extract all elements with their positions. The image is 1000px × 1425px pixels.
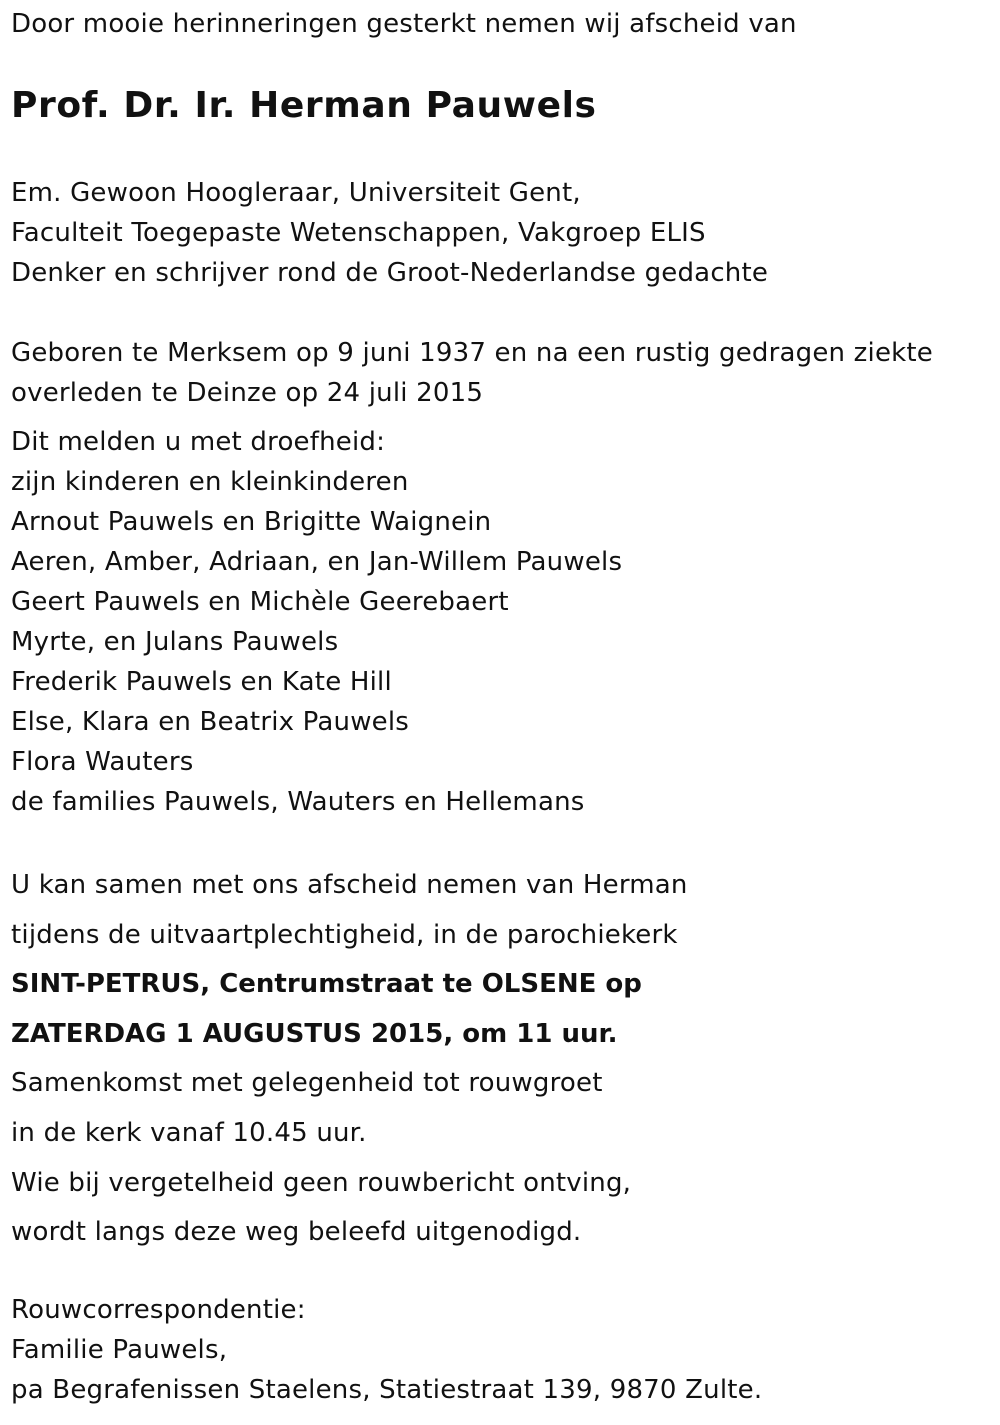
family-line: Aeren, Amber, Adriaan, en Jan-Willem Pauwels: [11, 547, 623, 577]
title-line: Denker en schrijver rond de Groot-Nederlandse gedachte: [11, 258, 769, 288]
family-line: Frederik Pauwels en Kate Hill: [11, 667, 392, 697]
family-block: [11, 422, 622, 822]
family-line: Myrte, en Julans Pauwels: [11, 627, 339, 657]
family-line: Geert Pauwels en Michèle Geerebaert: [11, 587, 509, 617]
ceremony-line: tijdens de uitvaartplechtigheid, in de parochiekerk: [11, 919, 678, 950]
ceremony-datetime: ZATERDAG 1 AUGUSTUS 2015, om 11 uur.: [11, 1018, 618, 1049]
correspondence-block: [11, 1290, 762, 1410]
birth-death-block: [11, 333, 933, 413]
family-line: Flora Wauters: [11, 747, 194, 777]
ceremony-block: [11, 861, 688, 1258]
ceremony-line: Wie bij vergetelheid geen rouwbericht ontving,: [11, 1167, 632, 1198]
ceremony-line: U kan samen met ons afscheid nemen van Herman: [11, 870, 688, 900]
correspondence-label: Rouwcorrespondentie:: [11, 1295, 306, 1325]
family-line: zijn kinderen en kleinkinderen: [11, 467, 409, 497]
deceased-name: Prof. Dr. Ir. Herman Pauwels: [11, 85, 597, 126]
ceremony-line: in de kerk vanaf 10.45 uur.: [11, 1117, 367, 1148]
family-line: de families Pauwels, Wauters en Hellemans: [11, 787, 585, 817]
announcement-line: Dit melden u met droefheid:: [11, 427, 386, 457]
ceremony-line: wordt langs deze weg beleefd uitgenodigd.: [11, 1217, 582, 1248]
birth-line: Geboren te Merksem op 9 juni 1937 en na een rustig gedragen ziekte: [11, 338, 933, 368]
family-line: Else, Klara en Beatrix Pauwels: [11, 707, 410, 737]
ceremony-location: SINT-PETRUS, Centrumstraat te OLSENE op: [11, 969, 642, 1000]
titles-block: [11, 173, 768, 293]
death-line: overleden te Deinze op 24 juli 2015: [11, 378, 484, 408]
correspondence-recipient: Familie Pauwels,: [11, 1335, 228, 1365]
ceremony-line: Samenkomst met gelegenheid tot rouwgroet: [11, 1068, 603, 1099]
family-line: Arnout Pauwels en Brigitte Waignein: [11, 507, 492, 537]
title-line: Em. Gewoon Hoogleraar, Universiteit Gent,: [11, 178, 581, 208]
intro-text: Door mooie herinneringen gesterkt nemen wij afscheid van: [11, 9, 797, 39]
title-line: Faculteit Toegepaste Wetenschappen, Vakgroep ELIS: [11, 218, 706, 248]
correspondence-address: pa Begrafenissen Staelens, Statiestraat 139, 9870 Zulte.: [11, 1375, 763, 1405]
